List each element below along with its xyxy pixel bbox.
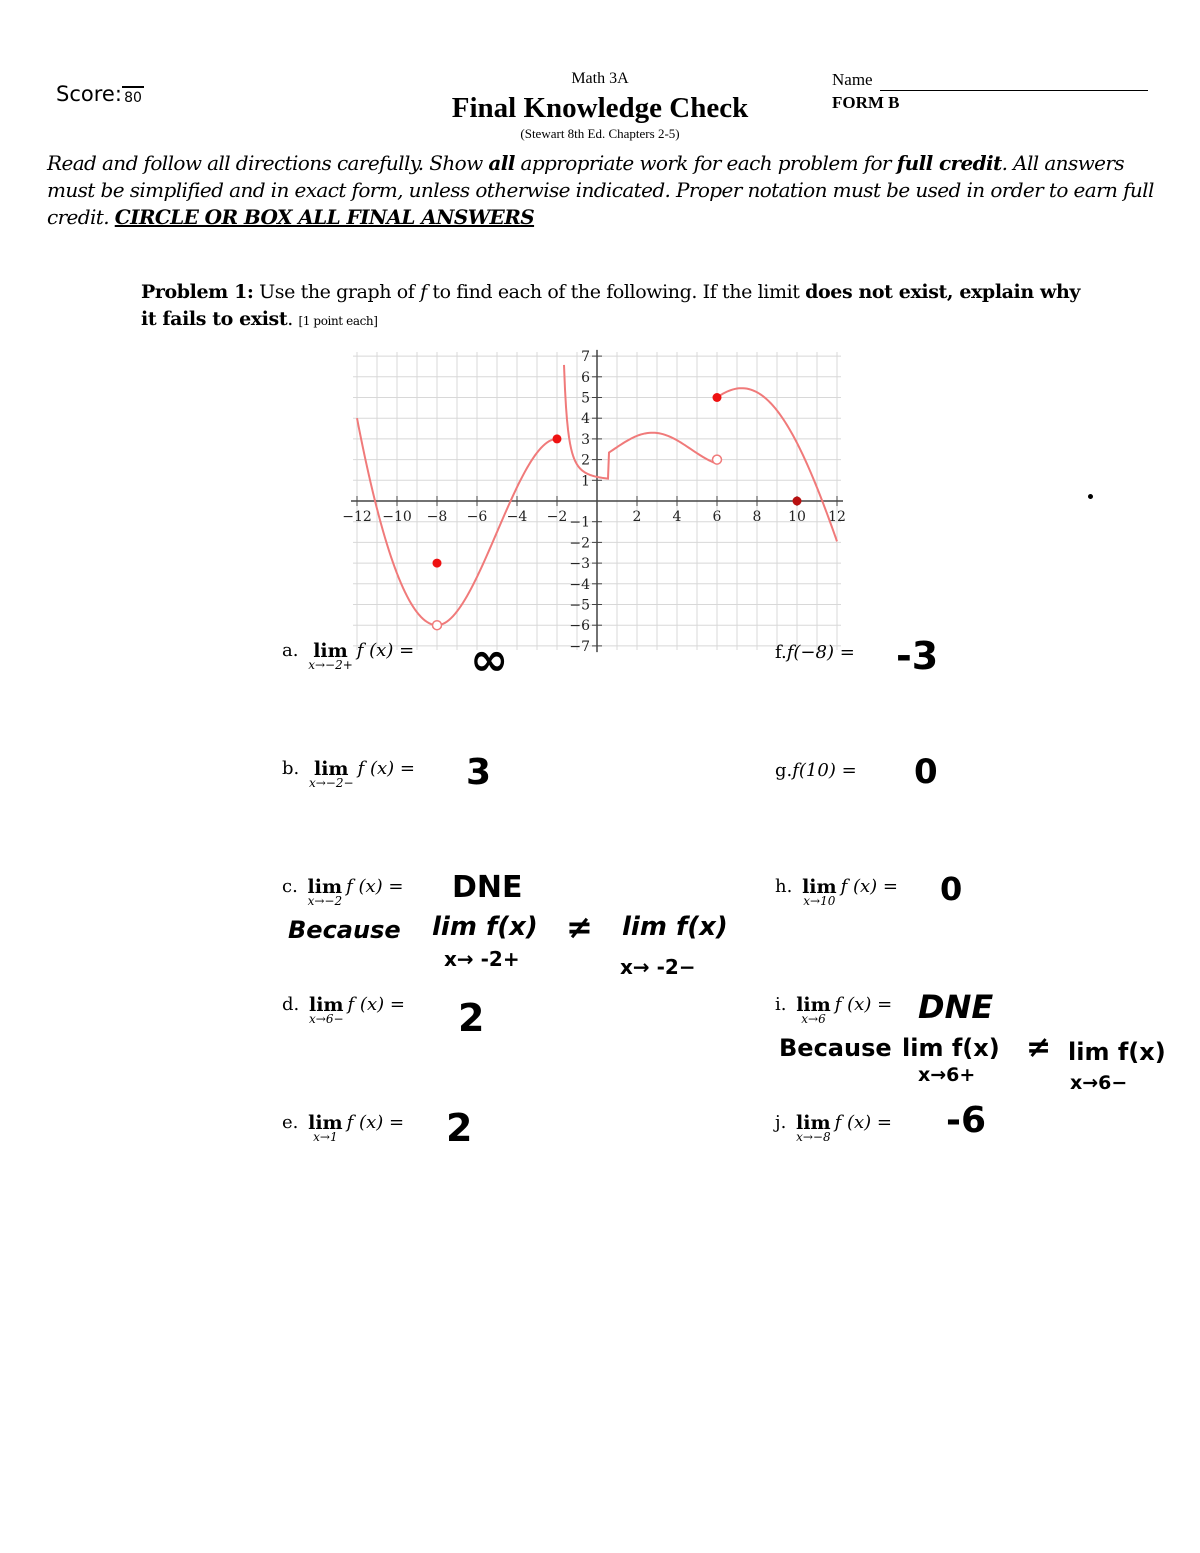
reason-c-sub1: x→ -2+ — [444, 947, 520, 971]
limit-expression — [308, 1112, 343, 1144]
question-label: c. — [282, 876, 298, 897]
open-point — [433, 621, 442, 630]
function-expression: f (x) — [346, 876, 383, 897]
question-label: g. — [775, 760, 793, 781]
function-expression: f (x) — [347, 994, 385, 1015]
page-subtitle: (Stewart 8th Ed. Chapters 2-5) — [520, 126, 680, 141]
question-g — [775, 760, 857, 781]
reason-c-word: Because — [288, 916, 401, 944]
question-i — [775, 994, 892, 1026]
function-expression: f (x) — [834, 994, 872, 1015]
limit-expression — [309, 758, 354, 790]
y-tick-label: 4 — [581, 411, 590, 428]
y-tick-label: 7 — [581, 349, 590, 366]
question-label: j. — [775, 1112, 787, 1133]
reason-c-neq: ≠ — [566, 908, 593, 946]
answer-f: -3 — [896, 634, 939, 678]
x-tick-label: −2 — [546, 509, 568, 525]
problem-points: [1 point each] — [298, 314, 378, 328]
course-name: Math 3A — [571, 70, 629, 87]
question-a — [282, 640, 414, 672]
reason-i-neq: ≠ — [1026, 1030, 1052, 1065]
question-label: i. — [775, 994, 787, 1015]
limit-expression — [796, 1112, 831, 1144]
lim-subscript: x→10 — [803, 894, 836, 908]
directions-part: . All answers must be simplified and in exact form, unless otherwise indicated. Proper notation must be used in order to earn full credit. — [47, 151, 1154, 229]
reason-c-lim2: lim f(x) — [622, 912, 728, 942]
form-label: FORM B — [832, 93, 900, 112]
answer-h: 0 — [940, 870, 963, 908]
y-tick-label: −4 — [569, 576, 590, 593]
equals-sign: = — [394, 758, 415, 779]
lim-subscript: x→−2+ — [308, 658, 353, 672]
question-label: h. — [775, 876, 793, 897]
lim-subscript: x→6 — [801, 1012, 826, 1026]
filled-point — [433, 559, 442, 568]
directions-part: appropriate work for each problem for — [514, 151, 897, 175]
limit-expression — [796, 994, 831, 1026]
answer-d: 2 — [458, 996, 485, 1040]
filled-point — [713, 393, 722, 402]
answer-a: ∞ — [470, 632, 509, 686]
equals-sign: = — [877, 876, 899, 897]
function-expression: f (x) — [840, 876, 878, 897]
lim-text: lim — [308, 1112, 343, 1134]
reason-c-lim: lim f(x) — [432, 912, 538, 942]
question-c — [282, 876, 404, 908]
y-tick-label: 6 — [581, 369, 590, 386]
lim-subscript: x→−2− — [308, 776, 354, 790]
y-tick-label: −7 — [569, 638, 590, 655]
directions-bold-full-credit: full credit — [896, 151, 1002, 175]
lim-subscript: x→6− — [309, 1012, 344, 1026]
question-label: e. — [282, 1112, 299, 1133]
limit-expression — [309, 994, 344, 1026]
problem-text: . — [287, 308, 299, 330]
reason-c-sub2: x→ -2− — [620, 955, 696, 979]
function-expression: f (x) — [357, 758, 395, 779]
problem-label: Problem 1: — [141, 281, 254, 303]
x-tick-label: −10 — [382, 509, 412, 525]
lim-text: lim — [796, 1112, 831, 1134]
score-total: 80 — [124, 90, 142, 106]
lim-text: lim — [796, 994, 831, 1016]
equals-sign: = — [383, 1112, 405, 1133]
answer-e: 2 — [446, 1106, 473, 1150]
y-tick-label: −6 — [569, 618, 590, 635]
stray-mark — [1087, 493, 1094, 500]
question-j — [775, 1112, 892, 1144]
y-tick-label: 5 — [581, 390, 590, 407]
lim-subscript: x→1 — [313, 1130, 338, 1144]
directions-text — [47, 150, 1157, 231]
function-expression: f(10) = — [792, 760, 857, 781]
lim-subscript: x→−2 — [307, 894, 343, 908]
y-tick-label: 3 — [581, 431, 590, 448]
x-tick-label: −12 — [342, 509, 372, 525]
answer-g: 0 — [914, 752, 938, 792]
limit-expression — [802, 876, 837, 908]
question-label: d. — [282, 994, 300, 1015]
function-expression: f (x) — [346, 1112, 384, 1133]
x-tick-label: 6 — [712, 509, 722, 525]
name-field-line — [880, 90, 1148, 91]
lim-text: lim — [308, 994, 344, 1016]
answer-c: DNE — [452, 870, 523, 905]
question-label: a. — [282, 640, 299, 661]
question-h — [775, 876, 898, 908]
reason-i-lim: lim f(x) — [902, 1034, 1000, 1062]
x-tick-label: −6 — [466, 509, 488, 525]
problem-bold: does not exist, explain why it fails to exist — [141, 281, 1080, 330]
directions-part: Read and follow all directions carefully. Show — [47, 151, 489, 175]
problem-text: to find each of the following. If the limit — [426, 281, 806, 303]
lim-text: lim — [307, 876, 343, 898]
equals-sign: = — [393, 640, 415, 661]
lim-text: lim — [802, 876, 837, 898]
y-tick-label: −1 — [569, 514, 590, 531]
x-tick-label: 12 — [828, 509, 846, 525]
problem-text: Use the graph of — [253, 281, 421, 303]
function-expression: f (x) — [834, 1112, 872, 1133]
equals-sign: = — [384, 994, 405, 1015]
page-title: Final Knowledge Check — [451, 92, 749, 124]
question-d — [282, 994, 405, 1026]
lim-text: lim — [314, 758, 349, 780]
limit-expression — [308, 876, 343, 908]
question-f — [775, 642, 855, 663]
question-e — [282, 1112, 404, 1144]
x-tick-label: −4 — [506, 509, 528, 525]
y-tick-label: −2 — [569, 535, 590, 552]
x-tick-label: −8 — [426, 509, 448, 525]
problem-function: f — [420, 281, 427, 303]
y-tick-label: 2 — [581, 452, 590, 469]
question-b — [282, 758, 415, 790]
answer-b: 3 — [466, 752, 492, 793]
directions-bold-all: all — [488, 151, 515, 175]
question-label: f. — [775, 642, 787, 663]
x-tick-label: 8 — [752, 509, 762, 525]
directions-emphasis: CIRCLE OR BOX ALL FINAL ANSWERS — [114, 205, 535, 229]
y-tick-label: −3 — [569, 556, 590, 573]
function-expression: f(−8) = — [786, 642, 855, 663]
x-tick-label: 10 — [788, 509, 806, 525]
reason-i-sub1: x→6+ — [918, 1064, 976, 1086]
x-tick-label: 4 — [672, 509, 682, 525]
x-tick-label: 2 — [632, 509, 642, 525]
question-label: b. — [282, 758, 300, 779]
open-point — [713, 455, 722, 464]
y-tick-label: 1 — [581, 473, 590, 490]
filled-point — [553, 434, 562, 443]
reason-i-word: Because — [779, 1034, 892, 1062]
answer-j: -6 — [946, 1100, 986, 1141]
reason-i-lim2: lim f(x) — [1068, 1038, 1166, 1066]
answer-i: DNE — [918, 988, 994, 1026]
score-label: Score: — [56, 82, 122, 106]
equals-sign: = — [871, 994, 893, 1015]
name-label: Name — [832, 70, 873, 89]
y-tick-label: −5 — [569, 597, 590, 614]
limit-expression — [308, 640, 353, 672]
equals-sign: = — [382, 876, 404, 897]
filled-point — [793, 497, 802, 506]
lim-text: lim — [313, 640, 348, 662]
equals-sign: = — [871, 1112, 892, 1133]
reason-i-sub2: x→6− — [1070, 1072, 1128, 1094]
function-expression: f (x) — [356, 640, 394, 661]
lim-subscript: x→−8 — [796, 1130, 831, 1144]
